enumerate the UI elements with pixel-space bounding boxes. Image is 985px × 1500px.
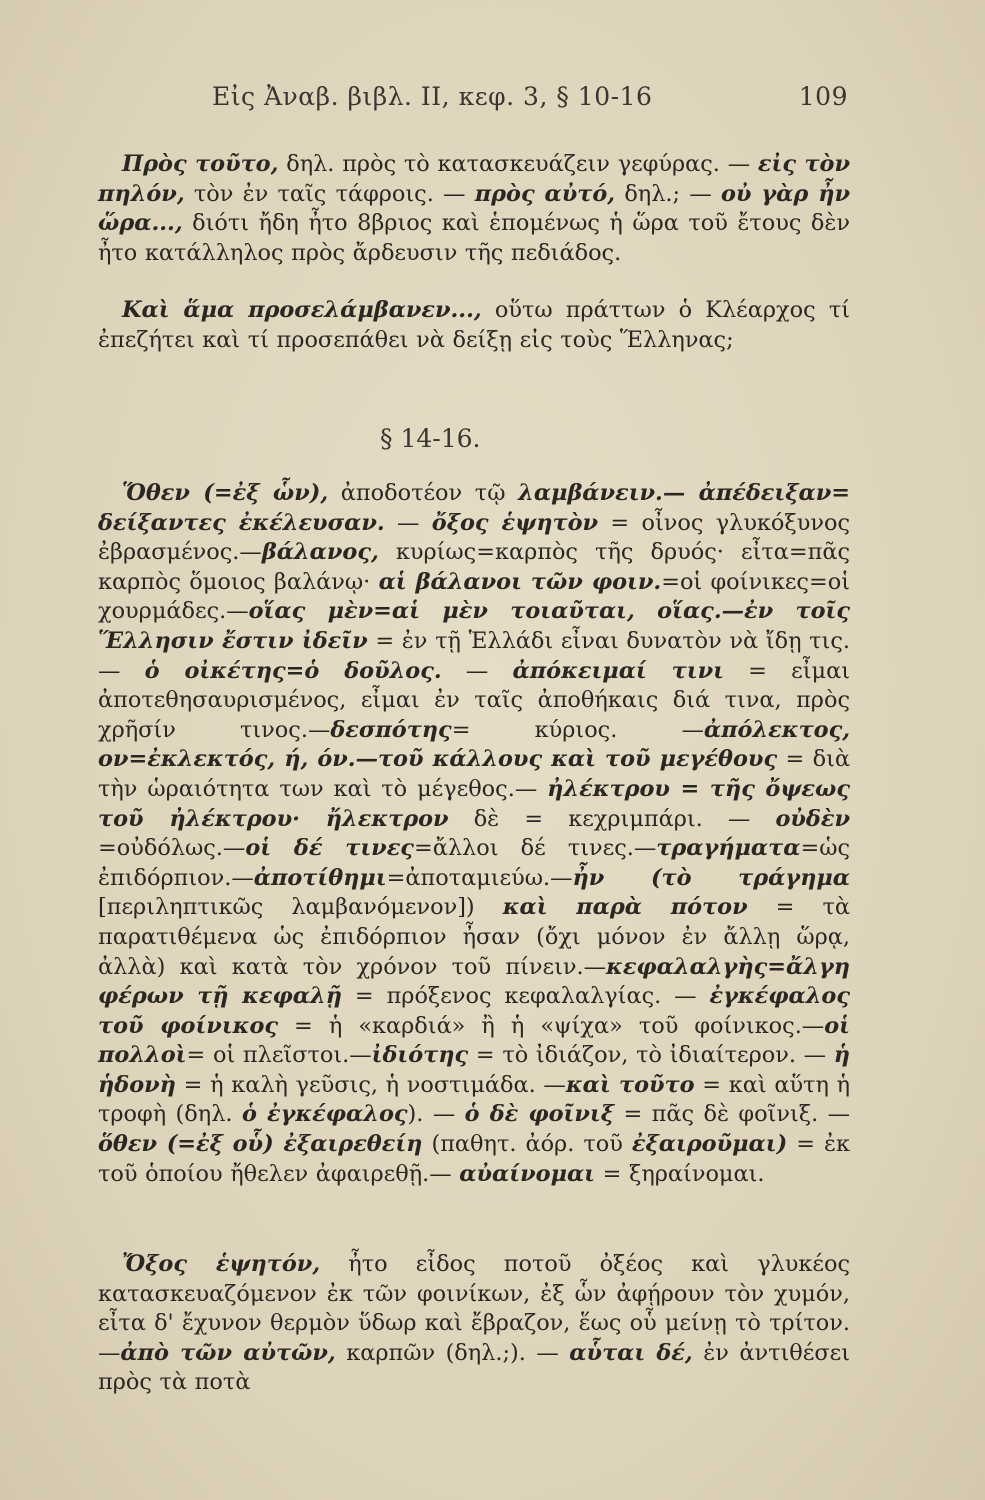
running-header [100,82,848,118]
page-number: 109 [798,82,848,111]
paragraph-3: Ὅθεν (=ἐξ ὧν), ἀποδοτέον τῷ λαμβάνειν.— ἀπέδειξαν= δείξαντες ἐκέλευσαν. — ὄξος ἑψητὸν = οἶνος γλυκόξυνος ἐβρασμένος.—βάλανος, κυρίως=καρπὸς τῆς δρυός· εἶτα=πᾶς καρπὸς ὅμοιος βαλάνῳ· αἱ βάλανοι τῶν φοιν.=οἱ φοίνικες=οἱ χουρμάδες.—οἵας μὲν=αἱ μὲν τοιαῦται, οἵας.—ἐν τοῖς Ἕλλησιν ἔστιν ἰδεῖν = ἐν τῇ Ἑλλάδι εἶναι δυνατὸν νὰ ἴδῃ τις. — ὁ οἰκέτης=ὁ δοῦλος. — ἀπόκειμαί τινι = εἶμαι ἀποτεθησαυρισμένος, εἶμαι ἐν ταῖς ἀποθήκαις διά τινα, πρὸς χρῆσίν τινος.—δεσπότης= κύριος. —ἀπόλεκτος, ον=ἐκλεκτός, ή, όν.—τοῦ κάλλους καὶ τοῦ μεγέθους = διὰ τὴν ὡραιότητα των καὶ τὸ μέγεθος.— ἠλέκτρου = τῆς ὄψεως τοῦ ἠλέκτρου· ἤλεκτρον δὲ = κεχριμπάρι. — οὐδὲν =οὐδόλως.—οἱ δέ τινες=ἄλλοι δέ τινες.—τραγήματα=ὡς ἐπιδόρπιον.—ἀποτίθημι=ἀποταμιεύω.—ἦν (τὸ τράγημα [περιληπτικῶς λαμβανόμενον]) καὶ παρὰ πότον = τὰ παρατιθέμενα ὡς ἐπιδόρπιον ἦσαν (ὄχι μόνον ἐν ἄλλῃ ὥρᾳ, ἀλλὰ) καὶ κατὰ τὸν χρόνον τοῦ πίνειν.—κεφαλαλγὴς=ἄλγη φέρων τῇ κεφαλῇ = πρόξενος κεφαλαλγίας. — ἐγκέφαλος τοῦ φοίνικος = ἡ «καρδιά» ἢ ἡ «ψίχα» τοῦ φοίνικος.—οἱ πολλοὶ= οἱ πλεῖστοι.—ἰδιότης = τὸ ἰδιάζον, τὸ ἰδιαίτερον. — ἡ ἡδονὴ = ἡ καλὴ γεῦσις, ἡ νοστιμάδα. —καὶ τοῦτο = καὶ αὕτη ἡ τροφὴ (δηλ. ὁ ἐγκέφαλος). — ὁ δὲ φοῖνιξ = πᾶς δὲ φοῖνιξ. — ὅθεν (=ἐξ οὗ) ἐξαιρεθείη (παθητ. ἀόρ. τοῦ ἐξαιροῦμαι) = ἐκ τοῦ ὁποίου ἤθελεν ἀφαιρεθῇ.— αὐαίνομαι = ξηραίνομαι. [98,480,851,1187]
running-title: Εἰς Ἀναβ. βιβλ. II, κεφ. 3, § 10-16 [212,82,653,111]
lemma: Πρὸς τοῦτο, [122,151,279,177]
section-heading: § 14-16. [380,424,481,453]
lemma: οὐ γὰρ ἦν ὥρα..., [98,180,851,237]
paragraph-4: Ὄξος ἑψητόν, ἦτο εἶδος ποτοῦ ὀξέος καὶ γλυκέος κατασκευαζόμενον ἐκ τῶν φοινίκων, ἐξ ὧν ἀφῄρουν τὸν χυμόν, εἶτα δ' ἔχυνον θερμὸν ὕδωρ καὶ ἔβραζον, ἕως οὗ μείνῃ τὸ τρίτον.—ἀπὸ τῶν αὐτῶν, καρπῶν (δηλ.;). — αὗται δέ, ἐν ἀντιθέσει πρὸς τὰ ποτὰ [98,1251,851,1396]
paragraph-1: Πρὸς τοῦτο, δηλ. πρὸς τὸ κατασκευάζειν γεφύρας. — εἰς τὸν πηλόν, τὸν ἐν ταῖς τάφροις. — πρὸς αὐτό, δηλ.; — οὐ γὰρ ἦν ὥρα..., διότι ἤδη ἦτο 8βριος καὶ ἑπομένως ἡ ὥρα τοῦ ἔτους δὲν ἦτο κατάλληλος πρὸς ἄρδευσιν τῆς πεδιάδος. [98,151,851,266]
lemma: Καὶ ἅμα προσελάμβανεν..., [122,297,482,323]
lemma: εἰς τὸν πηλόν, [98,151,850,207]
paragraph-2: Καὶ ἅμα προσελάμβανεν..., οὕτω πράττων ὁ Κλέαρχος τί ἐπεζήτει καὶ τί προσεπάθει νὰ δείξῃ εἰς τοὺς Ἕλληνας; [98,297,850,353]
lemma: πρὸς αὐτό, [474,180,616,207]
